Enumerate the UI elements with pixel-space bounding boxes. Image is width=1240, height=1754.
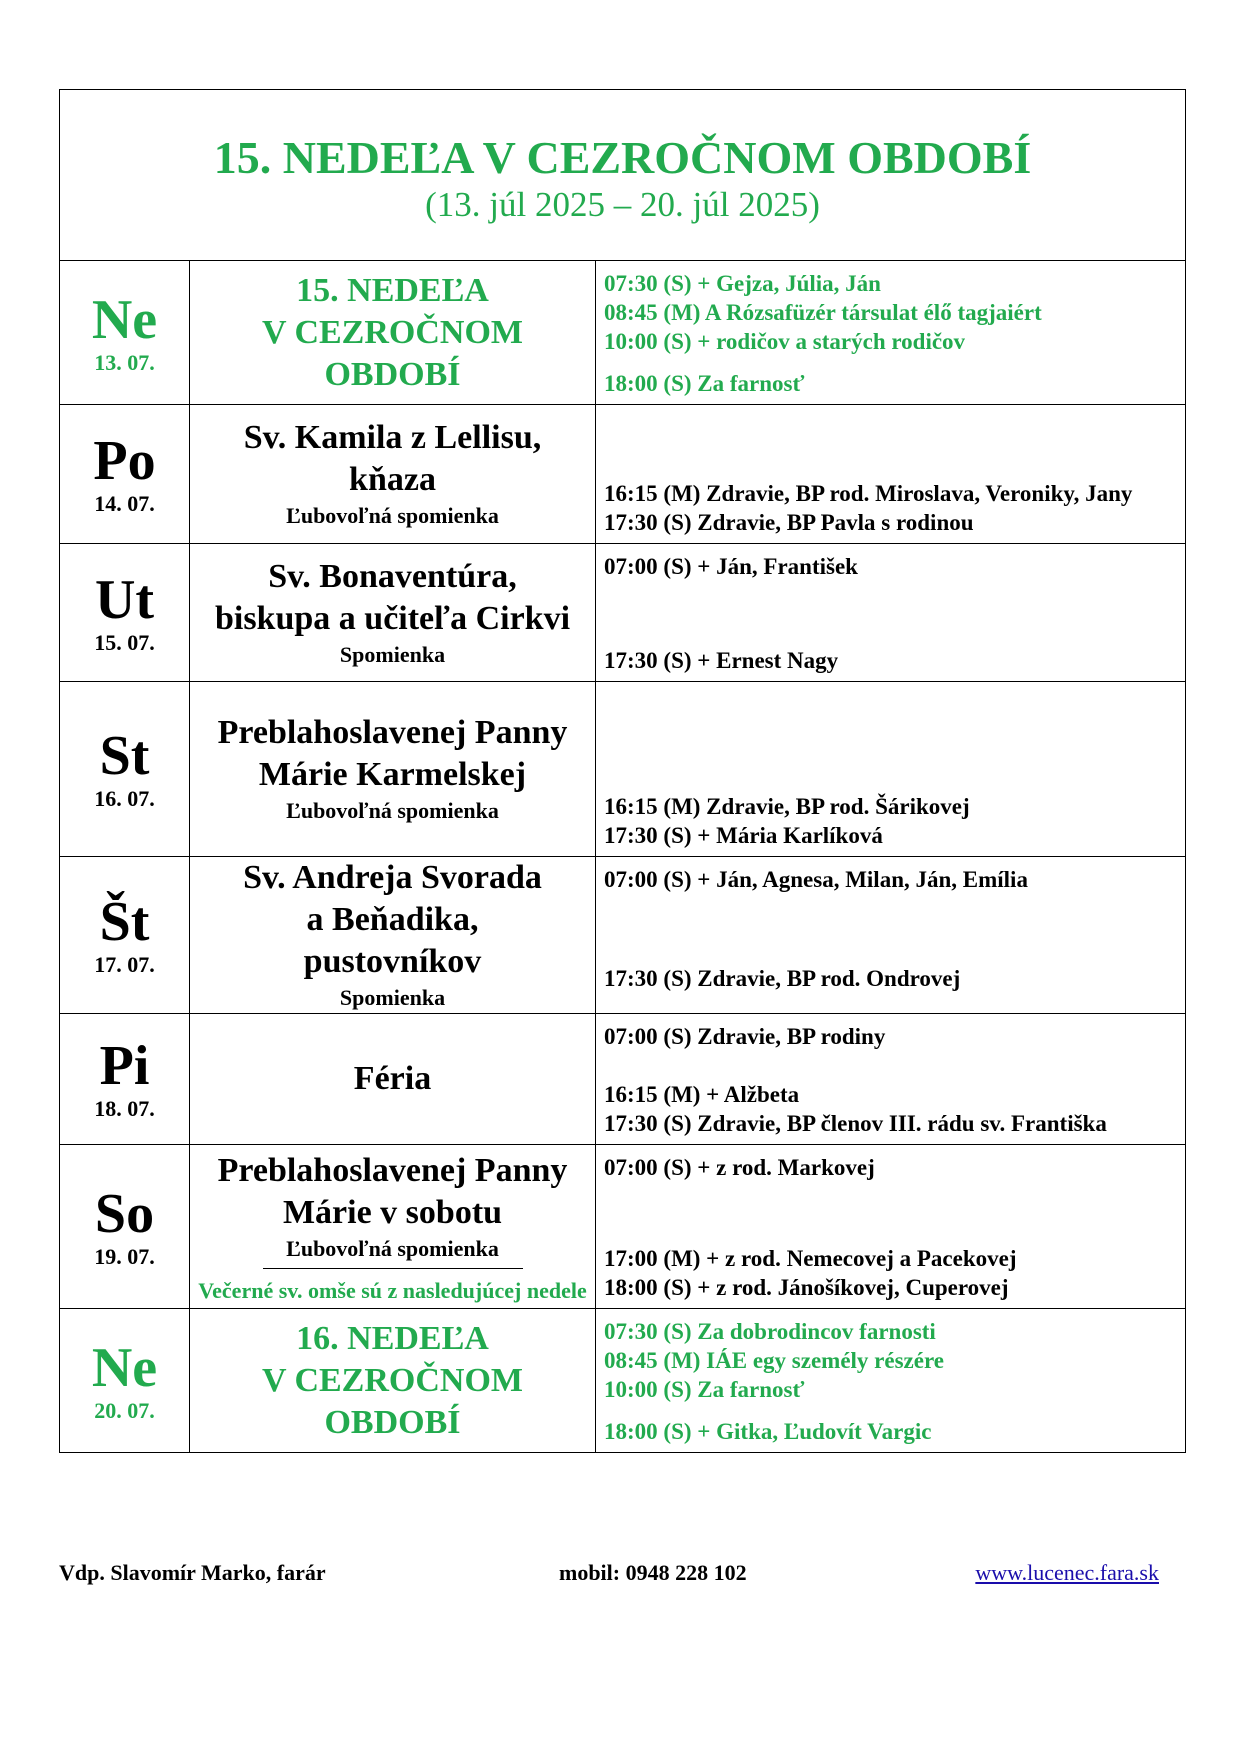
header-row	[60, 90, 1186, 261]
feast-cell	[190, 1145, 596, 1309]
mass-intentions-cell	[596, 1309, 1186, 1453]
mass-intention: 07:00 (S) Zdravie, BP rodiny	[604, 1024, 886, 1049]
mass-intentions-list	[604, 552, 1177, 675]
mass-intention: 16:15 (M) + Alžbeta	[604, 1082, 800, 1107]
day-abbreviation: Pi	[99, 1035, 150, 1097]
day-row	[60, 682, 1186, 857]
day-date: 20. 07.	[94, 1397, 155, 1423]
mass-intention: 10:00 (S) Za farnosť	[604, 1377, 805, 1402]
mass-intentions-cell	[596, 1014, 1186, 1145]
mass-intentions-cell	[596, 682, 1186, 857]
spacer	[604, 1182, 1177, 1244]
spacer	[604, 581, 1177, 646]
spacer	[604, 894, 1177, 964]
feast-name-line: 16. NEDEĽA	[296, 1319, 489, 1357]
page-title: 15. NEDEĽA V CEZROČNOM OBDOBÍ	[213, 132, 1032, 183]
day-row	[60, 1145, 1186, 1309]
day-cell	[60, 857, 190, 1014]
feast-name-line: Sv. Kamila z Lellisu,	[243, 419, 542, 456]
mass-intention: 16:15 (M) Zdravie, BP rod. Miroslava, Veroniky, Jany	[604, 481, 1133, 506]
header-cell	[60, 90, 1186, 261]
day-cell	[60, 682, 190, 857]
day-row	[60, 1309, 1186, 1453]
spacer	[604, 356, 1177, 369]
mass-intention: 18:00 (S) + z rod. Jánošíkovej, Cuperovej	[604, 1275, 1009, 1300]
feast-cell	[190, 261, 596, 405]
feast-rank: Spomienka	[339, 985, 446, 1010]
mass-intention: 07:00 (S) + z rod. Markovej	[604, 1155, 875, 1180]
mass-intentions-list	[604, 690, 1177, 850]
mass-intention: 08:45 (M) A Rózsafüzér társulat élő tagjaiért	[604, 300, 1042, 325]
mass-intention: 17:30 (S) Zdravie, BP Pavla s rodinou	[604, 510, 974, 535]
separator-line	[263, 1268, 523, 1269]
day-abbreviation: Ne	[91, 288, 158, 351]
day-date: 13. 07.	[94, 349, 155, 375]
day-cell	[60, 544, 190, 682]
mass-intention: 17:00 (M) + z rod. Nemecovej a Pacekovej	[604, 1246, 1017, 1271]
date-range: (13. júl 2025 – 20. júl 2025)	[425, 185, 820, 224]
day-row	[60, 544, 1186, 682]
mass-intentions-list	[604, 1317, 1177, 1446]
mass-intention: 18:00 (S) Za farnosť	[604, 371, 805, 396]
mass-intention: 07:00 (S) + Ján, Agnesa, Milan, Ján, Emília	[604, 867, 1028, 892]
mass-intentions-list	[604, 1153, 1177, 1302]
mass-intention: 07:30 (S) + Gejza, Júlia, Ján	[604, 271, 881, 296]
day-date: 15. 07.	[94, 629, 155, 655]
feast-cell	[190, 544, 596, 682]
evening-mass-note: Večerné sv. omše sú z nasledujúcej nedele	[198, 1277, 587, 1303]
day-cell	[60, 405, 190, 544]
feast-name-line: biskupa a učiteľa Cirkvi	[214, 599, 571, 637]
mass-intention: 10:00 (S) + rodičov a starých rodičov	[604, 329, 966, 354]
day-abbreviation: Po	[93, 430, 156, 492]
day-date: 14. 07.	[94, 491, 155, 516]
mass-intention: 07:30 (S) Za dobrodincov farnosti	[604, 1319, 936, 1344]
mass-intentions-cell	[596, 857, 1186, 1014]
feast-rank: Spomienka	[339, 641, 446, 667]
feast-name-line: V CEZROČNOM	[262, 1361, 523, 1399]
feast-name-line: pustovníkov	[303, 943, 482, 980]
spacer	[604, 690, 1177, 792]
mass-intentions-list	[604, 269, 1177, 398]
feast-name-line: a Beňadika,	[306, 901, 479, 938]
schedule-sheet	[59, 89, 1185, 1453]
day-cell	[60, 261, 190, 405]
feast-cell	[190, 682, 596, 857]
mass-intention: 18:00 (S) + Gitka, Ľudovít Vargic	[604, 1419, 932, 1444]
mass-intentions-cell	[596, 261, 1186, 405]
mass-intentions-cell	[596, 544, 1186, 682]
feast-rank: Ľubovoľná spomienka	[286, 798, 499, 823]
spacer	[604, 413, 1177, 479]
mass-intention: 17:30 (S) + Ernest Nagy	[604, 648, 839, 673]
day-date: 16. 07.	[94, 786, 155, 811]
mass-intentions-cell	[596, 1145, 1186, 1309]
day-cell	[60, 1309, 190, 1453]
feast-cell	[190, 857, 596, 1014]
weekly-schedule-table	[59, 89, 1186, 1453]
feast-name-line: Preblahoslavenej Panny	[217, 714, 568, 751]
feast-name-line: OBDOBÍ	[324, 1403, 461, 1441]
feast-cell	[190, 1309, 596, 1453]
mass-intention: 07:00 (S) + Ján, František	[604, 554, 858, 579]
feast-cell	[190, 1014, 596, 1145]
mass-intention: 16:15 (M) Zdravie, BP rod. Šárikovej	[604, 794, 970, 819]
mass-intentions-cell	[596, 405, 1186, 544]
day-abbreviation: So	[94, 1182, 155, 1245]
mass-intention: 17:30 (S) Zdravie, BP rod. Ondrovej	[604, 966, 961, 991]
feast-name-line: Márie Karmelskej	[258, 756, 527, 793]
mass-intentions-list	[604, 413, 1177, 537]
day-row	[60, 1014, 1186, 1145]
day-row	[60, 261, 1186, 405]
spacer	[604, 1404, 1177, 1417]
feast-name-line: Sv. Bonaventúra,	[268, 557, 517, 595]
mass-intention: 17:30 (S) Zdravie, BP členov III. rádu sv. Františka	[604, 1111, 1107, 1136]
feast-name-line: V CEZROČNOM	[262, 313, 523, 351]
feast-rank: Ľubovoľná spomienka	[286, 1235, 499, 1261]
feast-cell	[190, 405, 596, 544]
feast-name-line: Preblahoslavenej Panny	[217, 1151, 568, 1189]
mass-intentions-list	[604, 1022, 1177, 1138]
feast-name-line: Sv. Andreja Svorada	[243, 859, 542, 896]
day-date: 19. 07.	[94, 1243, 155, 1269]
mass-intention: 17:30 (S) + Mária Karlíková	[604, 823, 883, 848]
feast-name-line: Féria	[353, 1060, 432, 1097]
mass-intention: 08:45 (M) IÁE egy személy részére	[604, 1348, 944, 1373]
footer	[59, 1560, 1185, 1594]
day-date: 17. 07.	[94, 952, 155, 977]
day-row	[60, 857, 1186, 1014]
day-abbreviation: Št	[99, 891, 150, 953]
feast-name-line: kňaza	[349, 461, 436, 498]
feast-name-line: Márie v sobotu	[282, 1193, 503, 1231]
feast-rank: Ľubovoľná spomienka	[286, 503, 499, 528]
mobile-number: mobil: 0948 228 102	[559, 1560, 747, 1585]
website-link[interactable]: www.lucenec.fara.sk	[975, 1560, 1159, 1585]
feast-name-line: OBDOBÍ	[324, 355, 461, 393]
feast-name-line: 15. NEDEĽA	[296, 271, 489, 309]
mass-intentions-list	[604, 865, 1177, 993]
spacer	[604, 1051, 1177, 1080]
day-row	[60, 405, 1186, 544]
day-abbreviation: Ne	[91, 1336, 158, 1399]
day-abbreviation: Ut	[94, 568, 155, 631]
priest-name: Vdp. Slavomír Marko, farár	[59, 1560, 326, 1585]
day-date: 18. 07.	[94, 1096, 155, 1121]
day-cell	[60, 1145, 190, 1309]
day-cell	[60, 1014, 190, 1145]
day-abbreviation: St	[99, 725, 150, 787]
